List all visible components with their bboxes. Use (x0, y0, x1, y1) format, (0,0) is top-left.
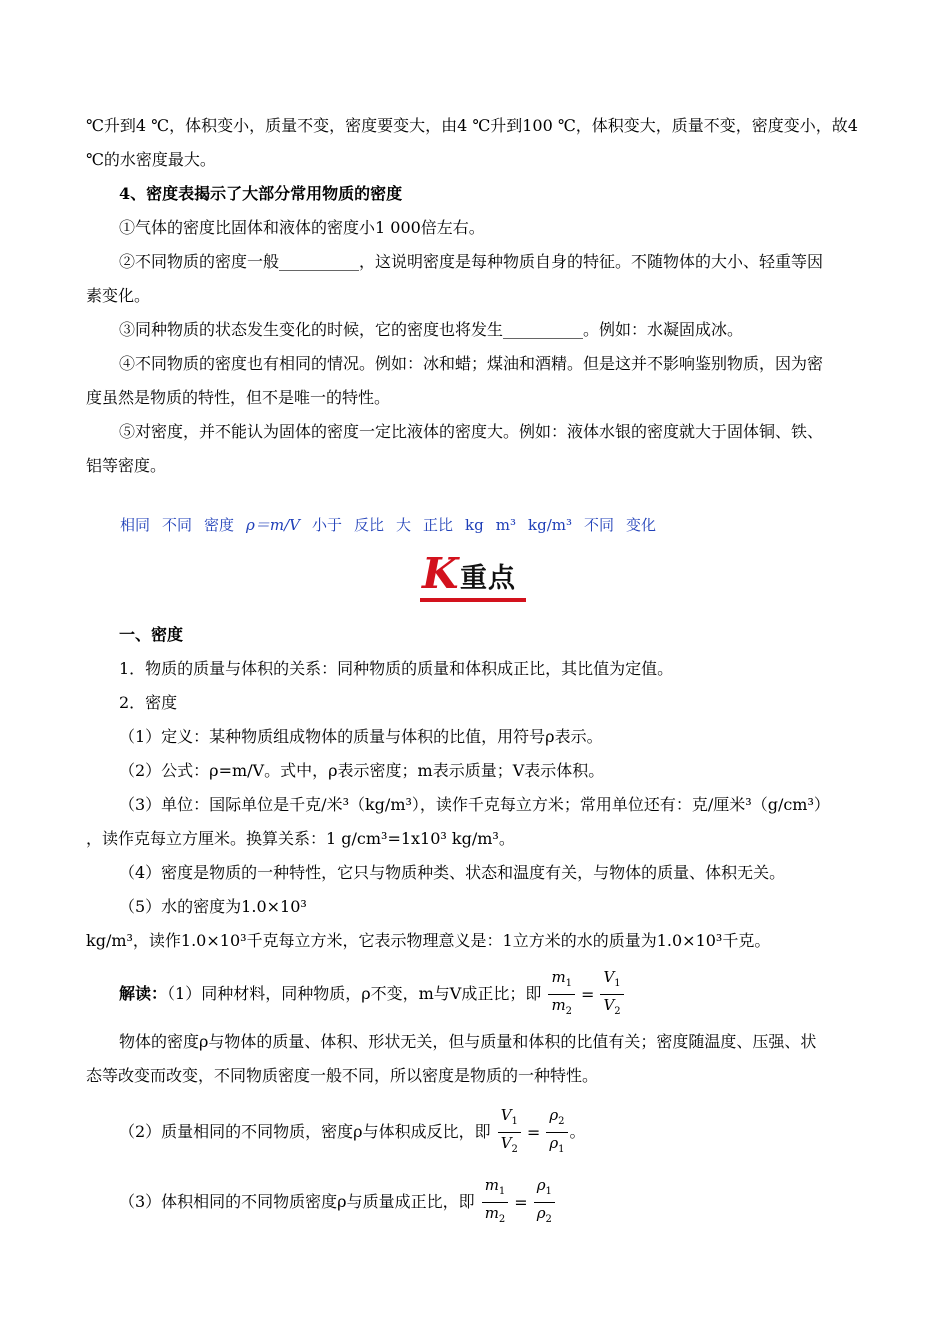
list-item: ③同种物质的状态发生变化的时候，它的密度也将发生__________。例如：水凝固成冰。 (119, 320, 744, 339)
formula-fraction: $\frac{m_1}{m_2}$ (482, 1176, 509, 1229)
list-item-continued: 铝等密度。 (86, 456, 167, 475)
equals-sign: = (581, 984, 595, 1004)
paragraph-line: ℃升到4 ℃，体积变小，质量不变，密度要变大，由4 ℃升到100 ℃，体积变大，质量不变，密度变小，故4 (86, 116, 858, 135)
answer-item: ρ＝m/V (246, 516, 300, 534)
interpretation-row-3 (119, 1176, 557, 1229)
answer-item: kg/m³ (528, 516, 572, 534)
interpretation-text: （1）同种材料，同种物质，ρ不变，m与V成正比；即 (167, 984, 542, 1003)
list-item: ④不同物质的密度也有相同的情况。例如：冰和蜡；煤油和酒精。但是这并不影响鉴别物质，因为密 (119, 354, 824, 373)
paragraph-line: 物体的密度ρ与物体的质量、体积、形状无关，但与质量和体积的比值有关；密度随温度、压强、状 (119, 1032, 817, 1051)
answer-item: 相同 (120, 516, 151, 534)
answer-item: m³ (495, 516, 516, 534)
formula-fraction: $\frac{\rho_2}{\rho_1}$ (546, 1106, 567, 1159)
paragraph-line: ℃的水密度最大。 (86, 150, 216, 169)
list-item: ⑤对密度，并不能认为固体的密度一定比液体的密度大。例如：液体水银的密度就大于固体铜、铁、 (119, 422, 824, 441)
interpretation-label: 解读： (119, 984, 168, 1003)
list-item: ①气体的密度比固体和液体的密度小1 000倍左右。 (119, 218, 485, 237)
list-item-continued: 度虽然是物质的特性，但不是唯一的特性。 (86, 388, 391, 407)
section-heading: 4、密度表揭示了大部分常用物质的密度 (119, 184, 403, 203)
answer-item: 不同 (583, 516, 614, 534)
paragraph-line: （4）密度是物质的一种特性，它只与物质种类、状态和温度有关，与物体的质量、体积无关。 (119, 863, 786, 882)
paragraph-line: 2．密度 (119, 693, 178, 712)
equals-sign: = (514, 1192, 528, 1212)
formula-fraction: $\frac{\rho_1}{\rho_2}$ (534, 1176, 555, 1229)
interpretation-row-1 (119, 968, 626, 1021)
paragraph-line: （5）水的密度为1.0×10³ (119, 897, 307, 916)
paragraph-line: （2）公式：ρ=m/V。式中，ρ表示密度；m表示质量；V表示体积。 (119, 761, 605, 780)
answer-item: 小于 (311, 516, 342, 534)
formula-fraction: $\frac{V_1}{V_2}$ (498, 1106, 521, 1159)
list-item-continued: 素变化。 (86, 286, 151, 305)
key-points-banner (418, 549, 528, 604)
banner-underline (420, 598, 526, 602)
interpretation-row-2 (119, 1106, 586, 1159)
banner-title: 重点 (460, 563, 516, 594)
answer-item: 反比 (354, 516, 385, 534)
section-heading: 一、密度 (119, 625, 184, 644)
answer-item: 不同 (162, 516, 193, 534)
interpretation-text: （3）体积相同的不同物质密度ρ与质量成正比，即 (119, 1192, 475, 1211)
answer-item: 密度 (204, 516, 235, 534)
answer-item: 大 (396, 516, 412, 534)
answer-item: kg (465, 516, 484, 534)
interpretation-text: （2）质量相同的不同物质，密度ρ与体积成反比，即 (119, 1122, 491, 1141)
formula-fraction: $\frac{V_1}{V_2}$ (600, 968, 623, 1021)
paragraph-line: （3）单位：国际单位是千克/米³（kg/m³），读作千克每立方米；常用单位还有：克/厘米³（g/cm³） (119, 795, 830, 814)
answer-key (120, 515, 656, 535)
answer-item: 变化 (626, 516, 657, 534)
equals-sign: = (526, 1122, 541, 1142)
banner-letter: K (422, 549, 459, 598)
formula-fraction: $\frac{m_1}{m_2}$ (548, 968, 575, 1021)
sentence-end: 。 (569, 1122, 586, 1141)
answer-item: 正比 (423, 516, 454, 534)
paragraph-line: （1）定义：某种物质组成物体的质量与体积的比值，用符号ρ表示。 (119, 727, 603, 746)
paragraph-line: 1．物质的质量与体积的关系：同种物质的质量和体积成正比，其比值为定值。 (119, 659, 674, 678)
paragraph-line: 态等改变而改变，不同物质密度一般不同，所以密度是物质的一种特性。 (86, 1066, 599, 1085)
list-item: ②不同物质的密度一般__________，这说明密度是每种物质自身的特征。不随物体的大小、轻重等因 (119, 252, 824, 271)
paragraph-line: ，读作克每立方厘米。换算关系：1 g/cm³=1x10³ kg/m³。 (86, 829, 515, 848)
paragraph-line: kg/m³，读作1.0×10³千克每立方米，它表示物理意义是：1立方米的水的质量为1.0×10³千克。 (86, 931, 771, 950)
